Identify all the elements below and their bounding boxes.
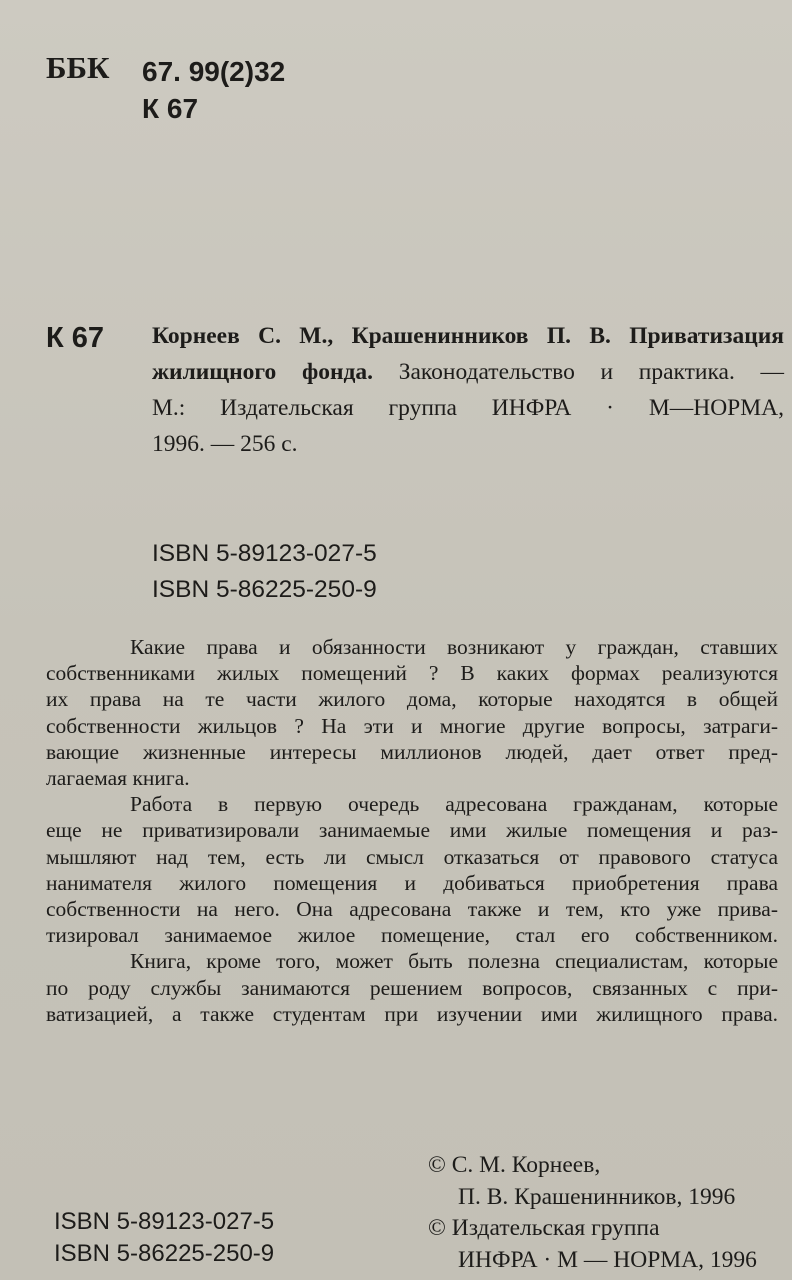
annotation — [46, 634, 778, 1027]
annotation-line: лагаемая книга. — [46, 766, 190, 791]
bbk-code: 67. 99(2)32 — [142, 56, 286, 87]
annotation-line: их права на те части жилого дома, которые находятся в общей — [46, 687, 778, 712]
annotation-line: нанимателя жилого помещения и добиваться приобретения права — [46, 870, 778, 895]
annotation-line: вающие жизненные интересы миллионов людей, дает ответ пред- — [46, 739, 778, 764]
biblio-title-end: жилищного фонда. — [152, 359, 374, 385]
biblio-line — [152, 426, 784, 462]
annotation-line: еще не приватизировали занимаемые ими жилые помещения и раз- — [46, 818, 778, 843]
card-author-sign: К 67 — [46, 322, 105, 354]
annotation-paragraph — [46, 791, 778, 948]
isbn-line: ISBN 5-89123-027-5 — [152, 540, 377, 567]
bbk-author-sign: К 67 — [142, 93, 199, 124]
biblio-year-pages: 1996. — 256 с. — [152, 431, 298, 457]
bbk-label: ББК — [46, 50, 110, 85]
annotation-line: мышляют над тем, есть ли смысл отказаться от правового статуса — [46, 844, 778, 869]
biblio-authors-title: Корнеев С. М., Крашенинников П. В. Приватизация — [152, 323, 784, 349]
biblio-line — [152, 390, 784, 426]
copyright-line: © Издательская группа — [428, 1215, 660, 1241]
isbn-line: ISBN 5-89123-027-5 — [54, 1208, 275, 1235]
annotation-line: собственниками жилых помещений ? В каких формах реализуются — [46, 661, 778, 686]
annotation-line: Какие права и обязанности возникают у граждан, ставших — [130, 635, 778, 659]
biblio-line — [152, 354, 784, 390]
copyright-line: П. В. Крашенинников, 1996 — [458, 1183, 736, 1210]
annotation-paragraph — [46, 634, 778, 791]
isbn-line: ISBN 5-86225-250-9 — [152, 576, 377, 603]
bibliographic-record — [152, 318, 784, 462]
isbn-list-bottom — [54, 1206, 274, 1270]
biblio-subtitle: Законодательство и практика. — — [373, 359, 784, 385]
annotation-line: тизировал занимаемое жилое помещение, стал его собственником. — [46, 923, 778, 948]
biblio-publisher: М.: Издательская группа ИНФРА · М—НОРМА, — [152, 395, 784, 421]
copyright-block — [428, 1150, 757, 1276]
biblio-line — [152, 318, 784, 354]
isbn-list-top — [152, 536, 377, 608]
annotation-line: Книга, кроме того, может быть полезна специалистам, которые — [130, 949, 778, 974]
annotation-line: по роду службы занимаются решением вопросов, связанных с при- — [46, 975, 778, 1000]
copyright-line: © С. М. Корнеев, — [428, 1152, 601, 1178]
isbn-line: ISBN 5-86225-250-9 — [54, 1240, 275, 1267]
annotation-line: Работа в первую очередь адресована гражданам, которые — [130, 792, 778, 817]
copyright-line: ИНФРА · М — НОРМА, 1996 — [458, 1246, 757, 1273]
annotation-line: собственности на него. Она адресована также и тем, кто уже прива- — [46, 897, 778, 922]
annotation-paragraph — [46, 948, 778, 1027]
annotation-line: ватизацией, а также студентам при изучении ими жилищного права. — [46, 1001, 778, 1026]
annotation-line: собственности жильцов ? На эти и многие другие вопросы, затраги- — [46, 713, 778, 738]
